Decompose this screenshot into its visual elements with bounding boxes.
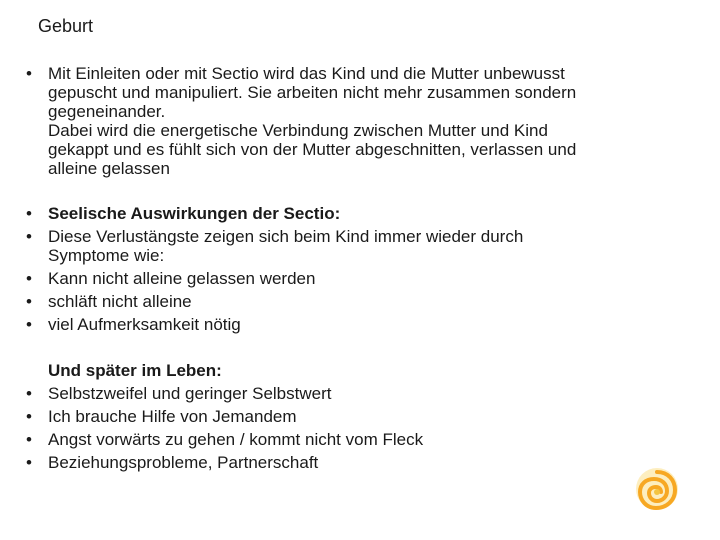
slide-content [26,64,686,476]
list-item: • Ich brauche Hilfe von Jemandem [26,407,297,426]
list-item [26,361,686,380]
list-item: • Beziehungsprobleme, Partnerschaft [26,453,319,472]
list-item: • Kann nicht alleine gelassen werden [26,269,316,288]
list-item: • Seelische Auswirkungen der Sectio: [26,204,686,223]
slide-title: Geburt [38,16,94,36]
list-item: • schläft nicht alleine [26,292,192,311]
section-heading: Und später im Leben: [48,361,222,380]
list-item: • viel Aufmerksamkeit nötig [26,315,241,334]
list-item: • Angst vorwärts zu gehen / kommt nicht vom Fleck [26,430,424,449]
list-item: • Diese Verlustängste zeigen sich beim Kind immer wieder durch Symptome wie: [26,227,686,265]
list-item: • Selbstzweifel und geringer Selbstwert [26,384,332,403]
intro-text: Diese Verlustängste zeigen sich beim Kind immer wieder durch Symptome wie: [48,227,524,265]
list-item [26,64,686,178]
section-heading: Seelische Auswirkungen der Sectio: [48,204,341,223]
paragraph-birth-intervention: Mit Einleiten oder mit Sectio wird das Kind und die Mutter unbewusst gepuscht und manipuliert. Sie arbeiten nicht mehr zusammen sondern gegeneinander. Dabei wird die energetische Verbindung zwischen Mutter und Kind gekappt und es fühlt sich von der Mutter abgeschnitten, verlassen und alleine gelassen [48,64,577,178]
spiral-sun-logo-icon [634,466,680,512]
bullet: • [26,64,32,83]
